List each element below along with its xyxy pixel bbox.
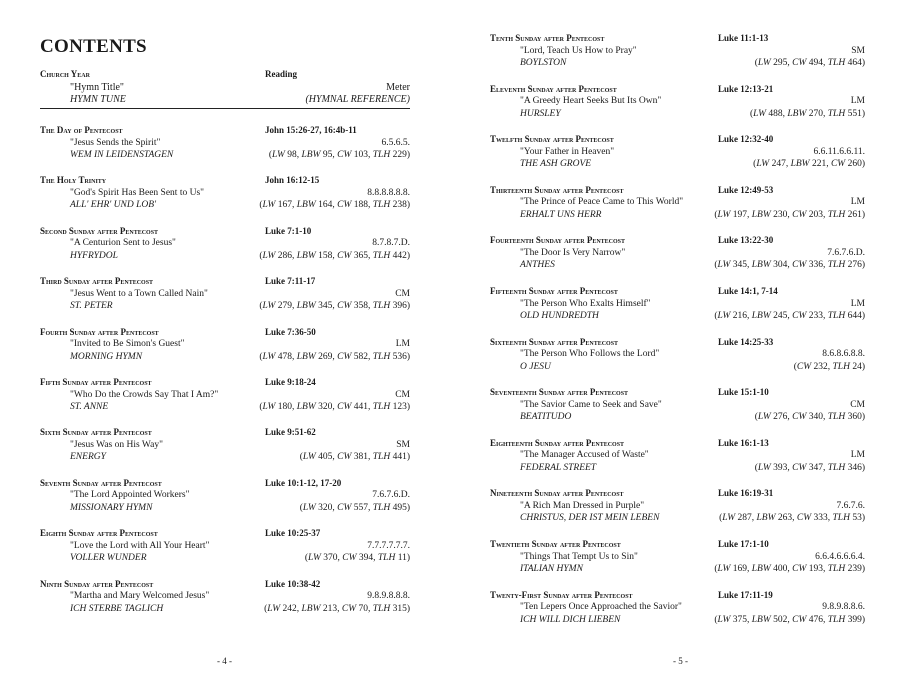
- sunday-name: Twelfth Sunday after Pentecost: [490, 134, 614, 145]
- hymn-meter: LM: [395, 339, 410, 350]
- hymn-tune: WEM IN LEIDENSTAGEN: [70, 150, 174, 160]
- sunday-name: Tenth Sunday after Pentecost: [490, 33, 605, 43]
- sunday-name: Fourteenth Sunday after Pentecost: [490, 235, 626, 246]
- hymn-meter: 7.7.7.7.7.7.: [367, 540, 410, 551]
- hymn-meter: 7.6.7.6.D.: [372, 490, 410, 501]
- hymnal-reference: (LW 180, LBW 320, CW 441, TLH 123): [259, 402, 410, 412]
- hymn-meter: 6.6.11.6.6.11.: [813, 146, 865, 157]
- hymn-title: "The Savior Came to Seek and Save": [520, 399, 662, 410]
- sunday-name: Twenty-First Sunday after Pentecost: [490, 589, 633, 600]
- key-church-year: Church Year: [40, 69, 90, 79]
- sunday-name: Thirteenth Sunday after Pentecost: [490, 184, 624, 195]
- contents-entry: [490, 234, 865, 272]
- hymnal-reference: (LW 279, LBW 345, CW 358, TLH 396): [259, 301, 410, 312]
- hymn-tune: ICH WILL DICH LIEBEN: [520, 614, 621, 625]
- key-hymn-title: "Hymn Title": [70, 81, 125, 93]
- contents-entry: [40, 477, 410, 515]
- hymn-tune: ST. ANNE: [70, 402, 109, 412]
- contents-entry: [490, 336, 865, 374]
- hymn-tune: ICH STERBE TAGLICH: [70, 603, 164, 614]
- hymn-meter: 8.8.8.8.8.8.: [367, 187, 410, 198]
- reading-ref: John 16:12-15: [265, 175, 320, 186]
- hymn-title: "The Person Who Follows the Lord": [520, 349, 660, 360]
- hymnal-reference: (LW 295, CW 494, TLH 464): [754, 58, 865, 68]
- hymn-meter: 7.6.7.6.D.: [827, 247, 865, 258]
- reading-ref: Luke 16:1-13: [718, 437, 769, 448]
- reading-ref: Luke 13:22-30: [718, 235, 774, 246]
- page-number-right: - 5 -: [673, 656, 688, 666]
- reading-ref: Luke 12:32-40: [718, 134, 774, 145]
- hymn-tune: VOLLER WUNDER: [70, 553, 147, 564]
- hymn-meter: 6.5.6.5.: [381, 137, 410, 148]
- hymn-title: "A Greedy Heart Seeks But Its Own": [520, 96, 662, 107]
- contents-entry: [40, 578, 410, 616]
- hymn-tune: BEATITUDO: [520, 412, 572, 423]
- hymn-meter: 8.7.8.7.D.: [372, 238, 410, 249]
- contents-entry: [490, 437, 865, 475]
- hymn-title: "Jesus Was on His Way": [70, 439, 163, 450]
- hymnal-reference: (LW 169, LBW 400, CW 193, TLH 239): [714, 564, 865, 574]
- contents-entry: [40, 326, 410, 364]
- hymn-meter: LM: [850, 450, 865, 461]
- hymnal-reference: (LW 287, LBW 263, CW 333, TLH 53): [719, 513, 865, 524]
- hymnal-reference: (LW 276, CW 340, TLH 360): [754, 412, 865, 423]
- hymnal-reference: (LW 375, LBW 502, CW 476, TLH 399): [714, 614, 865, 625]
- contents-entry: [490, 285, 865, 323]
- hymnal-reference: (LW 98, LBW 95, CW 103, TLH 229): [268, 150, 410, 160]
- hymnal-reference: (LW 405, CW 381, TLH 441): [299, 452, 410, 463]
- contents-entry: [490, 184, 865, 222]
- hymnal-reference: (LW 393, CW 347, TLH 346): [754, 462, 865, 473]
- reading-ref: Luke 7:11-17: [265, 276, 316, 287]
- sunday-name: Sixth Sunday after Pentecost: [40, 427, 152, 438]
- hymn-tune: ENERGY: [70, 452, 106, 463]
- hymn-meter: CM: [395, 389, 410, 400]
- hymn-meter: 8.6.8.6.8.8.: [822, 349, 865, 360]
- hymn-meter: 9.8.9.8.8.6.: [822, 602, 865, 613]
- hymn-title: "The Lord Appointed Workers": [70, 490, 190, 501]
- hymn-title: "Things That Tempt Us to Sin": [520, 551, 638, 562]
- hymn-title: "The Prince of Peace Came to This World": [520, 197, 684, 208]
- hymn-tune: ALL' EHR' UND LOB': [70, 200, 157, 211]
- contents-entry: [490, 589, 865, 627]
- contents-entry: [490, 538, 865, 576]
- reading-ref: Luke 9:18-24: [265, 377, 316, 387]
- reading-ref: Luke 10:38-42: [265, 578, 321, 589]
- hymnal-reference: (LW 370, CW 394, TLH 11): [304, 553, 410, 564]
- contents-entry: [490, 83, 865, 121]
- hymn-meter: SM: [851, 45, 865, 56]
- hymn-meter: SM: [396, 439, 410, 450]
- sunday-name: Twentieth Sunday after Pentecost: [490, 539, 621, 549]
- reading-ref: Luke 10:1-12, 17-20: [265, 477, 342, 488]
- key-divider: [40, 108, 410, 109]
- sunday-name: Fifteenth Sunday after Pentecost: [490, 286, 618, 296]
- hymn-meter: 6.6.4.6.6.6.4.: [815, 551, 865, 562]
- contents-entry: [490, 386, 865, 424]
- reading-ref: Luke 17:1-10: [718, 539, 769, 549]
- hymn-tune: HURSLEY: [520, 108, 561, 119]
- hymnal-reference: (LW 488, LBW 270, TLH 551): [749, 108, 865, 119]
- sunday-name: Seventh Sunday after Pentecost: [40, 477, 162, 488]
- contents-entry: [490, 487, 865, 525]
- reading-ref: John 15:26-27, 16:4b-11: [265, 125, 357, 135]
- hymn-meter: LM: [850, 298, 865, 309]
- hymn-title: "Martha and Mary Welcomed Jesus": [70, 591, 210, 602]
- reading-ref: Luke 7:1-10: [265, 225, 312, 236]
- hymn-title: "Love the Lord with All Your Heart": [70, 540, 210, 551]
- hymnal-reference: (LW 242, LBW 213, CW 70, TLH 315): [264, 603, 410, 614]
- sunday-name: Third Sunday after Pentecost: [40, 276, 154, 287]
- hymn-title: "Your Father in Heaven": [520, 146, 615, 157]
- key-hymnal-reference: (HYMNAL REFERENCE): [305, 94, 410, 105]
- column-key: [40, 68, 410, 106]
- hymn-meter: LM: [850, 96, 865, 107]
- hymn-title: "Jesus Went to a Town Called Nain": [70, 288, 208, 299]
- hymn-title: "The Manager Accused of Waste": [520, 450, 649, 461]
- hymn-title: "Ten Lepers Once Approached the Savior": [520, 602, 682, 613]
- key-meter: Meter: [386, 81, 410, 93]
- hymn-tune: ANTHES: [520, 260, 555, 271]
- reading-ref: Luke 10:25-37: [265, 528, 321, 539]
- reading-ref: Luke 16:19-31: [718, 488, 774, 499]
- reading-ref: Luke 12:49-53: [718, 184, 774, 195]
- hymn-title: "Lord, Teach Us How to Pray": [520, 45, 637, 56]
- contents-entry: [40, 275, 410, 313]
- contents-title: CONTENTS: [40, 36, 147, 57]
- hymn-title: "Invited to Be Simon's Guest": [70, 339, 185, 350]
- hymn-tune: MORNING HYMN: [70, 351, 143, 362]
- hymn-tune: FEDERAL STREET: [520, 462, 597, 473]
- sunday-name: Eighteenth Sunday after Pentecost: [490, 437, 625, 448]
- sunday-name: Fourth Sunday after Pentecost: [40, 326, 159, 337]
- contents-entry: [40, 174, 410, 212]
- sunday-name: Sixteenth Sunday after Pentecost: [490, 336, 619, 347]
- hymnal-reference: (CW 232, TLH 24): [793, 361, 865, 372]
- hymn-title: "Jesus Sends the Spirit": [70, 137, 161, 148]
- hymn-tune: ITALIAN HYMN: [520, 564, 583, 574]
- hymnal-reference: (LW 320, CW 557, TLH 495): [299, 502, 410, 513]
- contents-entry: [40, 426, 410, 464]
- hymn-meter: CM: [395, 288, 410, 299]
- page-number-left: - 4 -: [217, 656, 232, 666]
- sunday-name: The Day of Pentecost: [40, 125, 123, 135]
- sunday-name: Nineteenth Sunday after Pentecost: [490, 488, 624, 499]
- hymn-meter: LM: [850, 197, 865, 208]
- hymn-tune: THE ASH GROVE: [520, 159, 592, 170]
- reading-ref: Luke 12:13-21: [718, 83, 774, 94]
- contents-entry: [40, 124, 410, 162]
- reading-ref: Luke 9:51-62: [265, 427, 316, 438]
- hymn-meter: 9.8.9.8.8.8.: [367, 591, 410, 602]
- hymn-tune: BOYLSTON: [520, 58, 567, 68]
- key-hymn-tune: HYMN TUNE: [70, 94, 126, 105]
- reading-ref: Luke 14:1, 7-14: [718, 286, 778, 296]
- hymnal-reference: (LW 247, LBW 221, CW 260): [753, 159, 865, 170]
- hymn-tune: ST. PETER: [70, 301, 113, 312]
- sunday-name: Seventeenth Sunday after Pentecost: [490, 387, 629, 398]
- hymn-tune: ERHALT UNS HERR: [520, 209, 602, 220]
- key-reading: Reading: [265, 69, 298, 79]
- hymn-title: "The Person Who Exalts Himself": [520, 298, 651, 309]
- hymnal-reference: (LW 197, LBW 230, CW 203, TLH 261): [714, 209, 865, 220]
- hymnal-reference: (LW 216, LBW 245, CW 233, TLH 644): [714, 311, 865, 321]
- reading-ref: Luke 11:1-13: [718, 33, 769, 43]
- hymn-meter: CM: [850, 399, 865, 410]
- contents-entry: [490, 133, 865, 171]
- reading-ref: Luke 7:36-50: [265, 326, 316, 337]
- sunday-name: Fifth Sunday after Pentecost: [40, 377, 152, 387]
- sunday-name: Second Sunday after Pentecost: [40, 225, 159, 236]
- hymn-tune: OLD HUNDREDTH: [520, 311, 599, 321]
- hymn-tune: CHRISTUS, DER IST MEIN LEBEN: [520, 513, 660, 524]
- hymn-title: "A Rich Man Dressed in Purple": [520, 500, 645, 511]
- sunday-name: Eighth Sunday after Pentecost: [40, 528, 158, 539]
- reading-ref: Luke 17:11-19: [718, 589, 773, 600]
- reading-ref: Luke 15:1-10: [718, 387, 769, 398]
- hymn-title: "The Door Is Very Narrow": [520, 247, 626, 258]
- hymn-tune: HYFRYDOL: [70, 250, 118, 261]
- contents-entry: [40, 376, 410, 414]
- contents-entry: [40, 225, 410, 263]
- hymn-meter: 7.6.7.6.: [836, 500, 865, 511]
- sunday-name: The Holy Trinity: [40, 175, 107, 186]
- hymn-title: "God's Spirit Has Been Sent to Us": [70, 187, 205, 198]
- hymnal-reference: (LW 286, LBW 158, CW 365, TLH 442): [259, 250, 410, 261]
- contents-entry: [40, 527, 410, 565]
- hymn-title: "Who Do the Crowds Say That I Am?": [70, 389, 219, 400]
- contents-entry: [490, 32, 865, 70]
- sunday-name: Ninth Sunday after Pentecost: [40, 578, 154, 589]
- reading-ref: Luke 14:25-33: [718, 336, 774, 347]
- hymnal-reference: (LW 478, LBW 269, CW 582, TLH 536): [259, 351, 410, 362]
- hymn-tune: MISSIONARY HYMN: [70, 502, 153, 513]
- hymn-title: "A Centurion Sent to Jesus": [70, 238, 176, 249]
- hymnal-reference: (LW 167, LBW 164, CW 188, TLH 238): [259, 200, 410, 211]
- hymn-tune: O JESU: [520, 361, 551, 372]
- sunday-name: Eleventh Sunday after Pentecost: [490, 83, 617, 94]
- hymnal-reference: (LW 345, LBW 304, CW 336, TLH 276): [714, 260, 865, 271]
